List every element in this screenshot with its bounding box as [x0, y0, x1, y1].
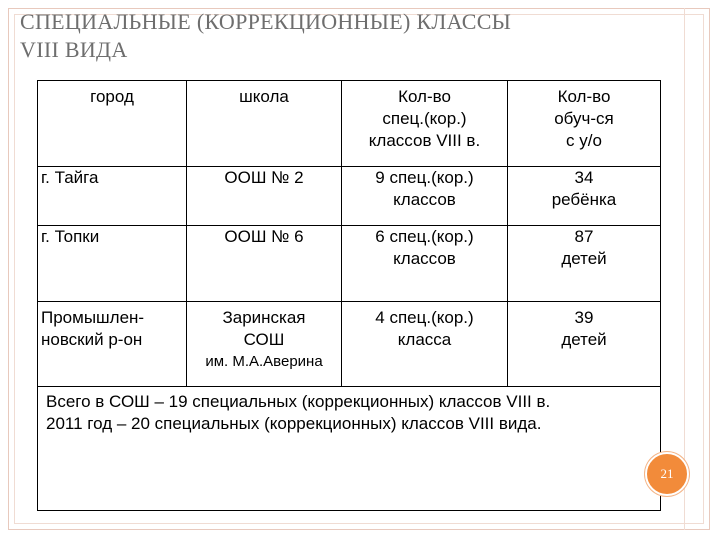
cell-classes-line: 6 спец.(кор.) — [375, 227, 474, 246]
table-row — [38, 167, 661, 226]
header-students-line: Кол-во — [557, 87, 611, 106]
cell-city-line: г. Топки — [41, 227, 100, 246]
cell-school — [187, 226, 342, 302]
cell-students — [508, 302, 661, 387]
cell-students-line: 39 — [574, 308, 594, 327]
table-summary-row — [38, 387, 661, 511]
summary-line: Всего в СОШ – 19 специальных (коррекционных) классов VIII в. — [46, 392, 551, 411]
slide-title — [20, 8, 670, 64]
cell-classes-line: класса — [397, 330, 452, 349]
header-students — [508, 81, 661, 167]
cell-city — [38, 302, 187, 387]
table-header-row — [38, 81, 661, 167]
cell-students — [508, 167, 661, 226]
table-row — [38, 302, 661, 387]
cell-classes — [342, 302, 508, 387]
slide-title-line-2: VIII ВИДА — [20, 37, 128, 62]
table-row — [38, 226, 661, 302]
cell-school — [187, 302, 342, 387]
page-number-badge: 21 — [645, 452, 689, 496]
header-classes-line: классов VIII в. — [368, 131, 481, 150]
cell-school-line: Заринская — [222, 308, 306, 327]
slide-title-line-1: СПЕЦИАЛЬНЫЕ (КОРРЕКЦИОННЫЕ) КЛАССЫ — [20, 9, 512, 34]
cell-city-line: Промышлен- — [41, 308, 145, 327]
cell-city-line: новский р-он — [41, 330, 143, 349]
header-classes-line: спец.(кор.) — [382, 109, 467, 128]
classes-table — [37, 80, 661, 511]
cell-classes-line: 4 спец.(кор.) — [375, 308, 474, 327]
cell-school-line: ООШ № 2 — [224, 168, 304, 187]
cell-classes-line: классов — [393, 249, 456, 268]
cell-city — [38, 167, 187, 226]
cell-school-line: ООШ № 6 — [224, 227, 304, 246]
header-school-label: школа — [239, 87, 289, 106]
summary-cell — [38, 387, 661, 511]
cell-city — [38, 226, 187, 302]
cell-classes — [342, 226, 508, 302]
header-city — [38, 81, 187, 167]
header-students-line: с у/о — [566, 131, 602, 150]
cell-classes — [342, 167, 508, 226]
header-classes-line: Кол-во — [398, 87, 451, 106]
cell-school — [187, 167, 342, 226]
summary-line: 2011 год – 20 специальных (коррекционных) классов VIII вида. — [46, 414, 542, 433]
cell-students-line: детей — [561, 249, 607, 268]
cell-city-line: г. Тайга — [41, 168, 99, 187]
cell-school-note: им. М.А.Аверина — [205, 353, 323, 370]
cell-classes-line: 9 спец.(кор.) — [375, 168, 474, 187]
cell-students-line: детей — [561, 330, 607, 349]
cell-students-line: ребёнка — [551, 190, 617, 209]
cell-classes-line: классов — [393, 190, 456, 209]
cell-students-line: 87 — [574, 227, 594, 246]
header-students-line: обуч-ся — [554, 109, 614, 128]
cell-students — [508, 226, 661, 302]
header-classes — [342, 81, 508, 167]
cell-students-line: 34 — [574, 168, 594, 187]
header-city-label: город — [90, 87, 134, 106]
cell-school-line: СОШ — [243, 330, 285, 349]
header-school — [187, 81, 342, 167]
slide-frame-vertical-line — [684, 8, 685, 530]
